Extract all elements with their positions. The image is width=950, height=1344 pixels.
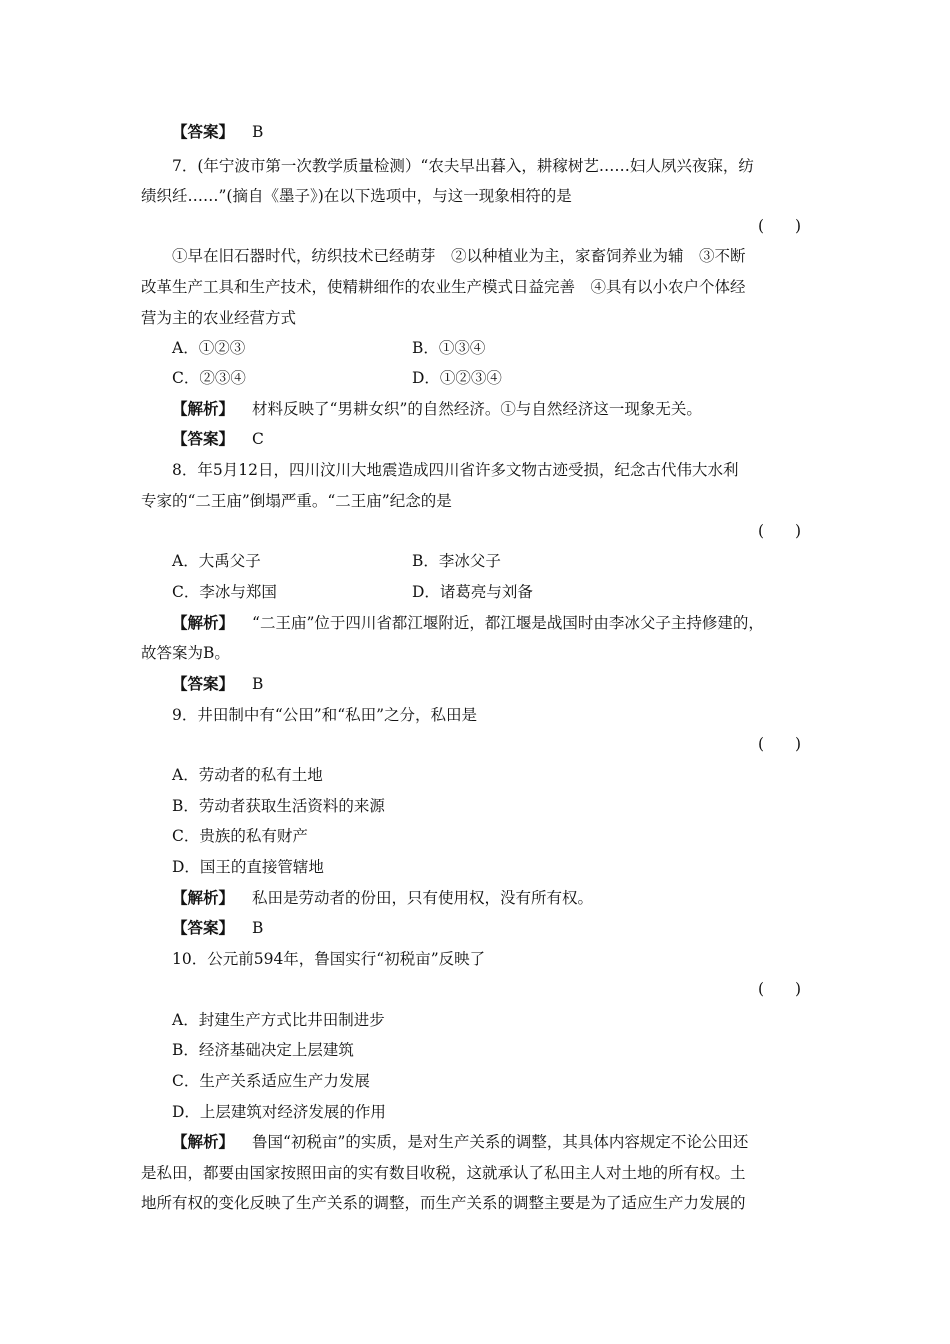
q9-option-a: A．劳动者的私有土地 xyxy=(172,766,323,784)
q8-stem-line-1: 8．年5月12日，四川汶川大地震造成四川省许多文物古迹受损，纪念古代伟大水利 xyxy=(172,461,739,479)
q7-analysis: 【解析】 材料反映了“男耕女织”的自然经济。①与自然经济这一现象无关。 xyxy=(172,399,702,418)
q7-statement-line-2: 改革生产工具和生产技术，使精耕细作的农业生产模式日益完善 ④具有以小农户个体经 xyxy=(141,278,746,296)
q9-answer: 【答案】 B xyxy=(172,918,264,937)
q8-option-d: D．诸葛亮与刘备 xyxy=(412,583,533,601)
q8-option-c: C．李冰与郑国 xyxy=(172,583,277,601)
q6-answer: 【答案】 B xyxy=(172,122,264,141)
q10-answer-blank: ( ) xyxy=(758,980,802,998)
analysis-tag: 【解析】 xyxy=(172,399,235,418)
q7-option-c: C．②③④ xyxy=(172,369,246,387)
q10-analysis-line-3: 地所有权的变化反映了生产关系的调整，而生产关系的调整主要是为了适应生产力发展的 xyxy=(141,1194,746,1212)
q10-analysis-line-1: 【解析】 鲁国“初税亩”的实质，是对生产关系的调整，其具体内容规定不论公田还 xyxy=(172,1132,749,1151)
analysis-tag: 【解析】 xyxy=(172,613,235,632)
answer-tag: 【答案】 xyxy=(172,918,235,937)
q7-statement-line-1: ①早在旧石器时代，纺织技术已经萌芽 ②以种植业为主，家畜饲养业为辅 ③不断 xyxy=(172,247,746,265)
q9-analysis: 【解析】 私田是劳动者的份田，只有使用权，没有所有权。 xyxy=(172,888,594,907)
q10-analysis-line-2: 是私田，都要由国家按照田亩的实有数目收税，这就承认了私田主人对土地的所有权。土 xyxy=(141,1164,746,1182)
q7-option-d: D．①②③④ xyxy=(412,369,502,387)
q7-statement-line-3: 营为主的农业经营方式 xyxy=(141,309,297,327)
q8-analysis-line-2: 故答案为B。 xyxy=(141,644,230,662)
q9-stem: 9．井田制中有“公田”和“私田”之分，私田是 xyxy=(172,706,478,724)
q10-option-b: B．经济基础决定上层建筑 xyxy=(172,1041,354,1059)
q9-option-d: D．国王的直接管辖地 xyxy=(172,858,324,876)
q8-stem-line-2: 专家的“二王庙”倒塌严重。“二王庙”纪念的是 xyxy=(141,492,452,510)
q7-stem-line-2: 绩织纴……”(摘自《墨子》)在以下选项中，与这一现象相符的是 xyxy=(141,187,572,205)
q10-option-d: D．上层建筑对经济发展的作用 xyxy=(172,1103,386,1121)
analysis-tag: 【解析】 xyxy=(172,888,235,907)
answer-tag: 【答案】 xyxy=(172,674,235,693)
q9-answer-blank: ( ) xyxy=(758,735,802,753)
q7-option-a: A．①②③ xyxy=(172,339,246,357)
q10-option-c: C．生产关系适应生产力发展 xyxy=(172,1072,370,1090)
answer-tag: 【答案】 xyxy=(172,122,235,141)
q8-answer-blank: ( ) xyxy=(758,522,802,540)
q8-answer: 【答案】 B xyxy=(172,674,264,693)
q8-option-a: A．大禹父子 xyxy=(172,552,261,570)
q7-stem-line-1: 7．(年宁波市第一次教学质量检测）“农夫早出暮入，耕稼树艺……妇人夙兴夜寐，纺 xyxy=(172,157,754,175)
q8-option-b: B．李冰父子 xyxy=(412,552,501,570)
q7-answer: 【答案】 C xyxy=(172,429,264,448)
q10-stem: 10．公元前594年，鲁国实行“初税亩”反映了 xyxy=(172,950,486,968)
q10-option-a: A．封建生产方式比井田制进步 xyxy=(172,1011,385,1029)
q7-option-b: B．①③④ xyxy=(412,339,486,357)
q9-option-c: C．贵族的私有财产 xyxy=(172,827,308,845)
q7-answer-blank: ( ) xyxy=(758,217,802,235)
analysis-tag: 【解析】 xyxy=(172,1132,235,1151)
q8-analysis-line-1: 【解析】 “二王庙”位于四川省都江堰附近，都江堰是战国时由李冰父子主持修建的， xyxy=(172,613,764,632)
q9-option-b: B．劳动者获取生活资料的来源 xyxy=(172,797,385,815)
answer-tag: 【答案】 xyxy=(172,429,235,448)
